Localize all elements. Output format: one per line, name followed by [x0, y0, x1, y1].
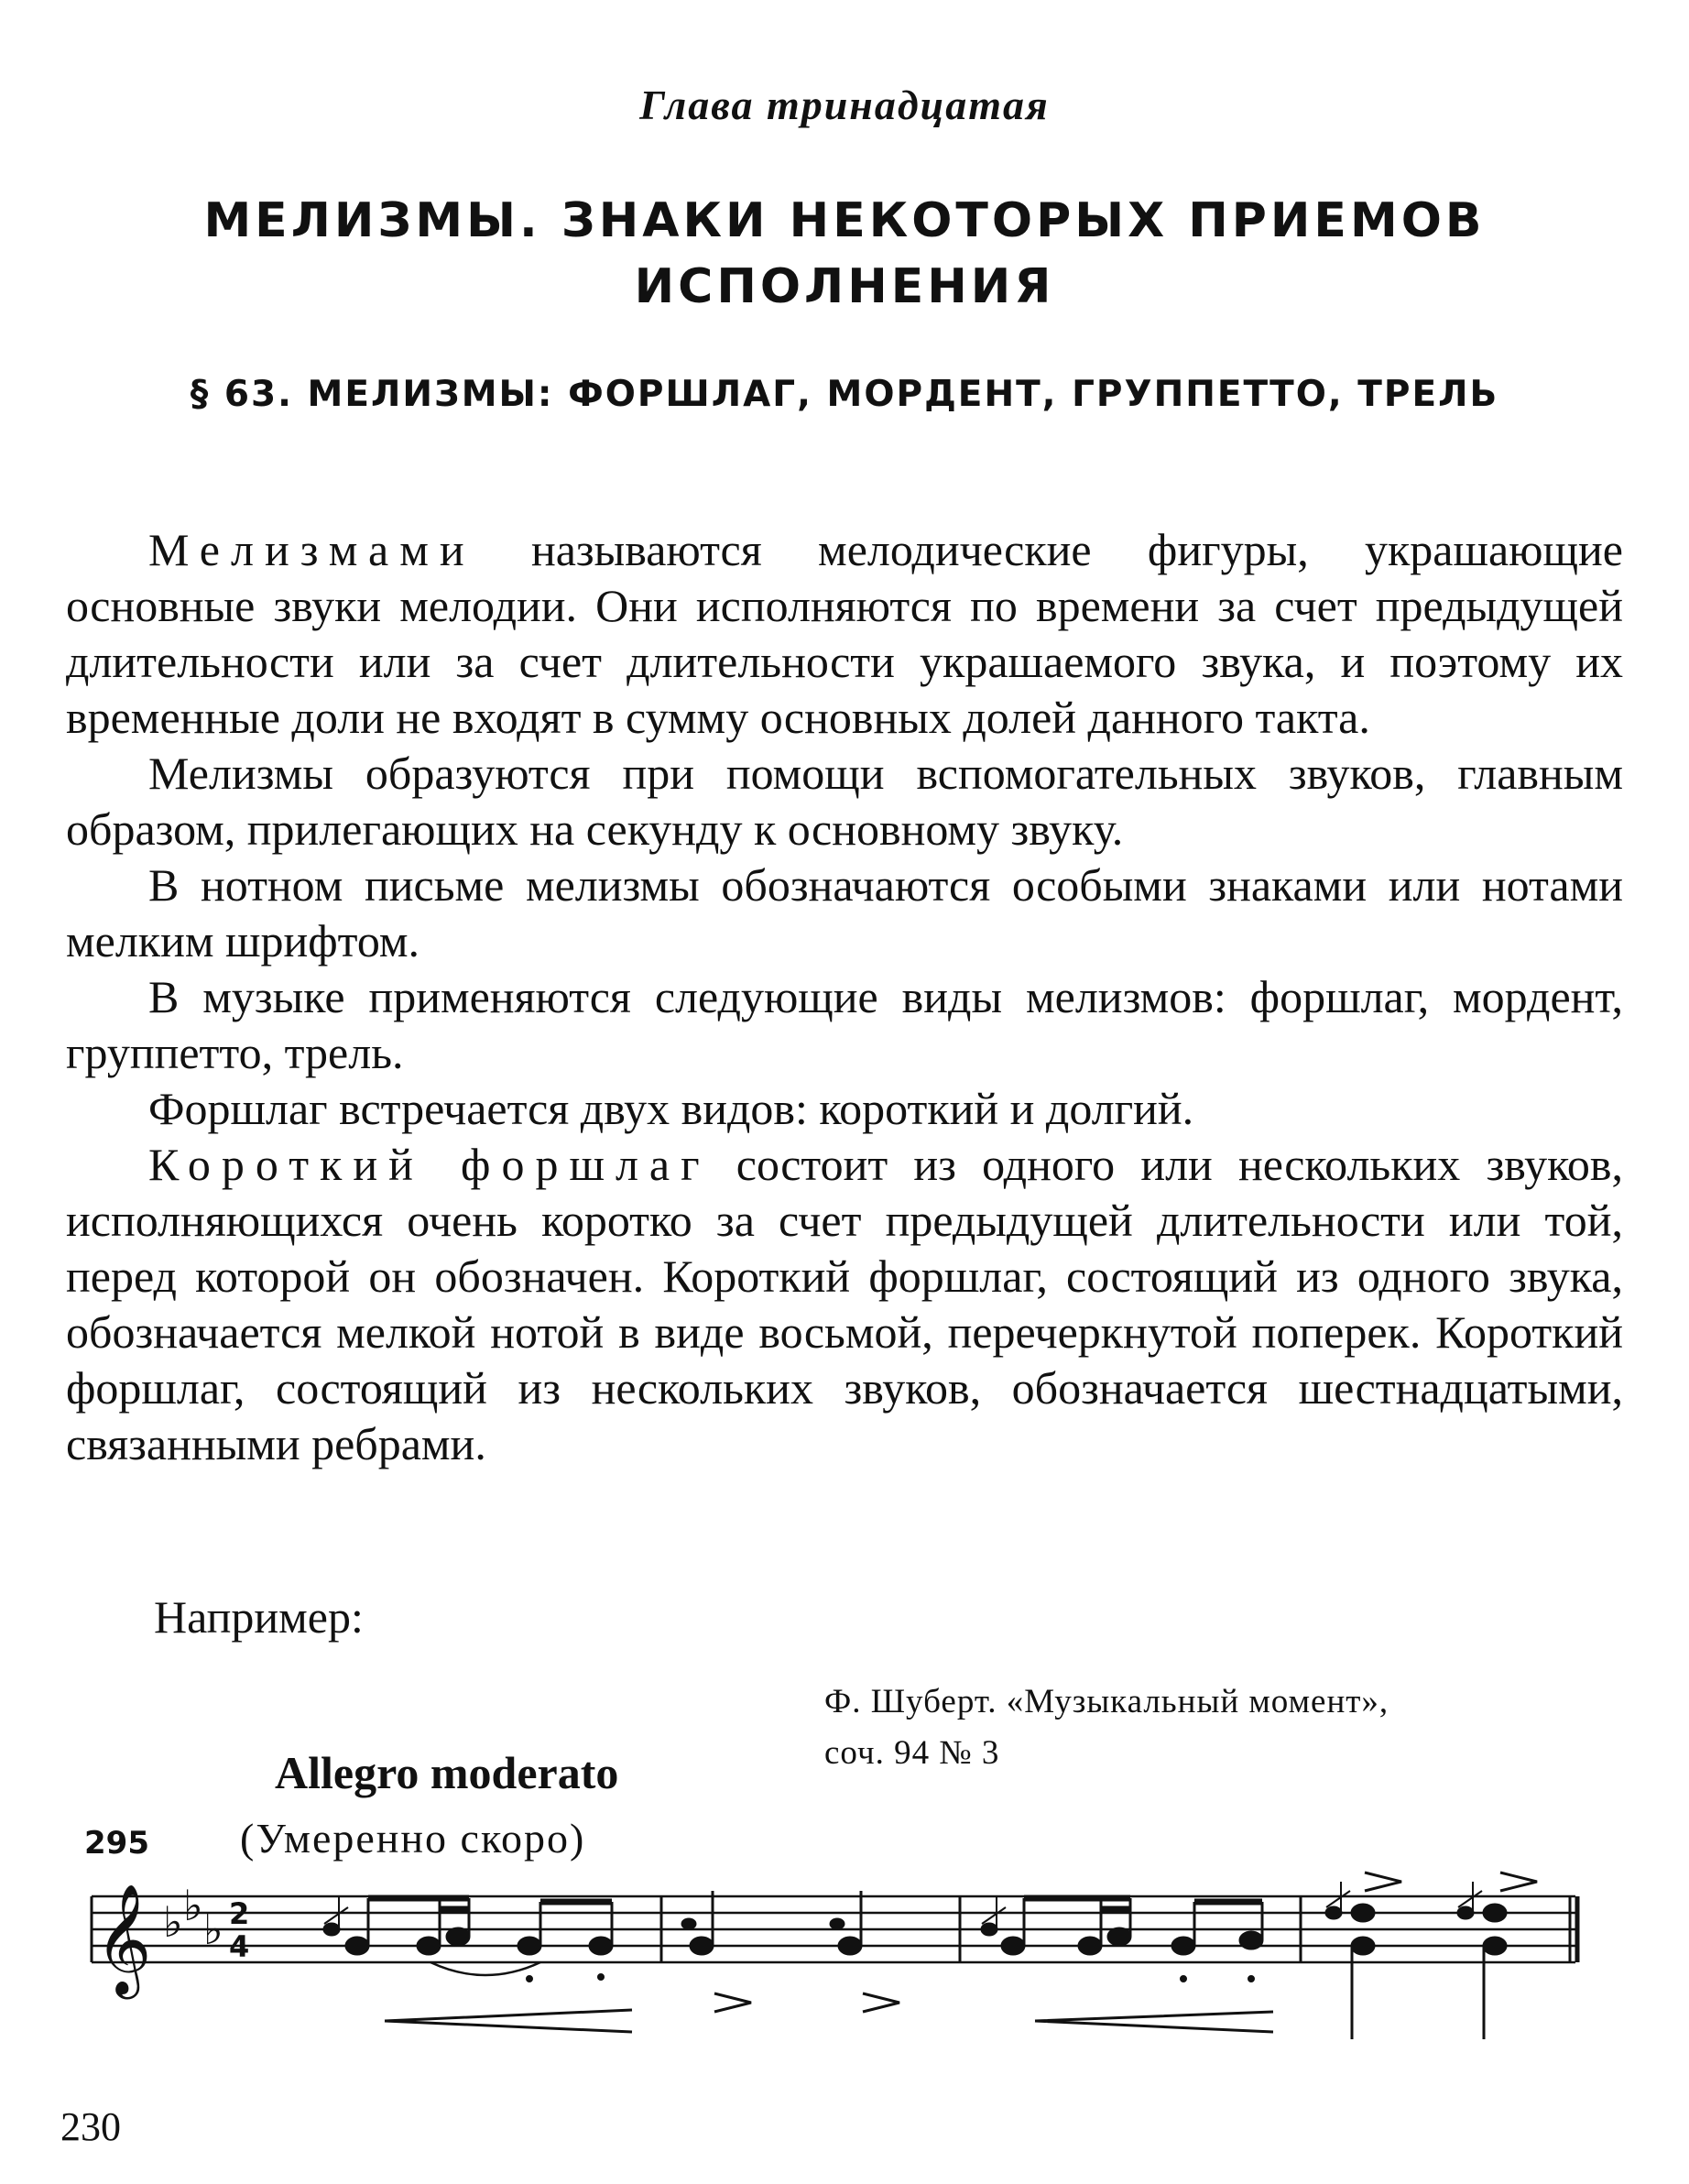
accent-icon [1500, 1873, 1537, 1891]
svg-text:♭: ♭ [183, 1881, 203, 1930]
measure-2-notes [681, 1891, 899, 2012]
tempo-translation: (Умеренно скоро) [240, 1815, 586, 1862]
paragraph-4: В музыке применяются следующие виды мелизмов: форшлаг, мордент, группетто, трель. [66, 971, 1623, 1078]
grace-note-icon [981, 1923, 997, 1936]
paragraph-5: Форшлаг встречается двух видов: короткий и долгий. [148, 1083, 1194, 1134]
time-signature [229, 1896, 249, 1964]
chapter-title-line-2: ИСПОЛНЕНИЯ [634, 259, 1055, 314]
svg-text:4: 4 [229, 1929, 250, 1964]
paragraph-3: В нотном письме мелизмы обозначаются особыми знаками или нотами мелким шрифтом. [66, 859, 1623, 966]
measure-4-notes [1325, 1873, 1537, 2039]
treble-clef-icon: 𝄞 [95, 1883, 152, 1994]
svg-text:♭: ♭ [163, 1897, 183, 1947]
chapter-title-line-1: МЕЛИЗМЫ. ЗНАКИ НЕКОТОРЫХ ПРИЕМОВ [203, 193, 1486, 248]
music-staff-illustration [82, 1860, 1603, 2052]
body-text [66, 522, 1623, 1472]
attribution-line-2: соч. 94 № 3 [824, 1734, 1000, 1772]
measure-3-notes [981, 1896, 1273, 2032]
chapter-title [165, 188, 1524, 320]
measure-1-notes [323, 1896, 632, 2032]
example-label: Например: [154, 1591, 364, 1643]
paragraph-2: Мелизмы образуются при помощи вспомогательных звуков, главным образом, прилегающих на секунду к основному звуку. [66, 748, 1623, 855]
attribution-line-1: Ф. Шуберт. «Музыкальный момент», [824, 1683, 1389, 1720]
grace-note-icon [323, 1923, 340, 1936]
paragraph-1 [66, 522, 1623, 746]
key-signature-flats [163, 1881, 223, 1954]
accent-icon [863, 1993, 899, 2012]
grace-note-icon [1325, 1906, 1342, 1919]
section-heading: § 63. МЕЛИЗМЫ: ФОРШЛАГ, МОРДЕНТ, ГРУППЕТТО, ТРЕЛЬ [190, 374, 1499, 415]
svg-text:2: 2 [229, 1896, 250, 1931]
accent-icon [714, 1993, 751, 2012]
term-short-grace-note: Короткий форшлаг [148, 1139, 711, 1190]
accent-icon [1365, 1873, 1401, 1891]
term-melismas: Мелизмами [148, 524, 475, 575]
example-attribution [824, 1676, 1389, 1779]
example-number: 295 [84, 1825, 149, 1862]
grace-note-icon [1457, 1906, 1474, 1919]
paragraph-6-text: состоит из одного или нескольких звуков, исполняющихся очень коротко за счет предыдущей длительности или той, перед которой он обозначен. Короткий форшлаг, состоящий из одного звука, обозначается мелкой нотой в виде восьмой, перечеркнутой поперек. Короткий форшлаг, состоящий из нескольких звуков, обозначается шестнадцатыми, связанными ребрами. [66, 1139, 1623, 1469]
paragraph-6 [66, 1137, 1623, 1472]
page-number: 230 [60, 2104, 121, 2149]
chapter-heading: Глава тринадцатая [639, 82, 1050, 128]
paragraph-1-text: называются мелодические фигуры, украшающие основные звуки мелодии. Они исполняются по времени за счет предыдущей длительности или за счет длительности украшаемого звука, и поэтому их временные доли не входят в сумму основных долей данного такта. [66, 524, 1623, 743]
tempo-marking: Allegro moderato [275, 1747, 619, 1798]
svg-text:♭: ♭ [203, 1905, 223, 1954]
